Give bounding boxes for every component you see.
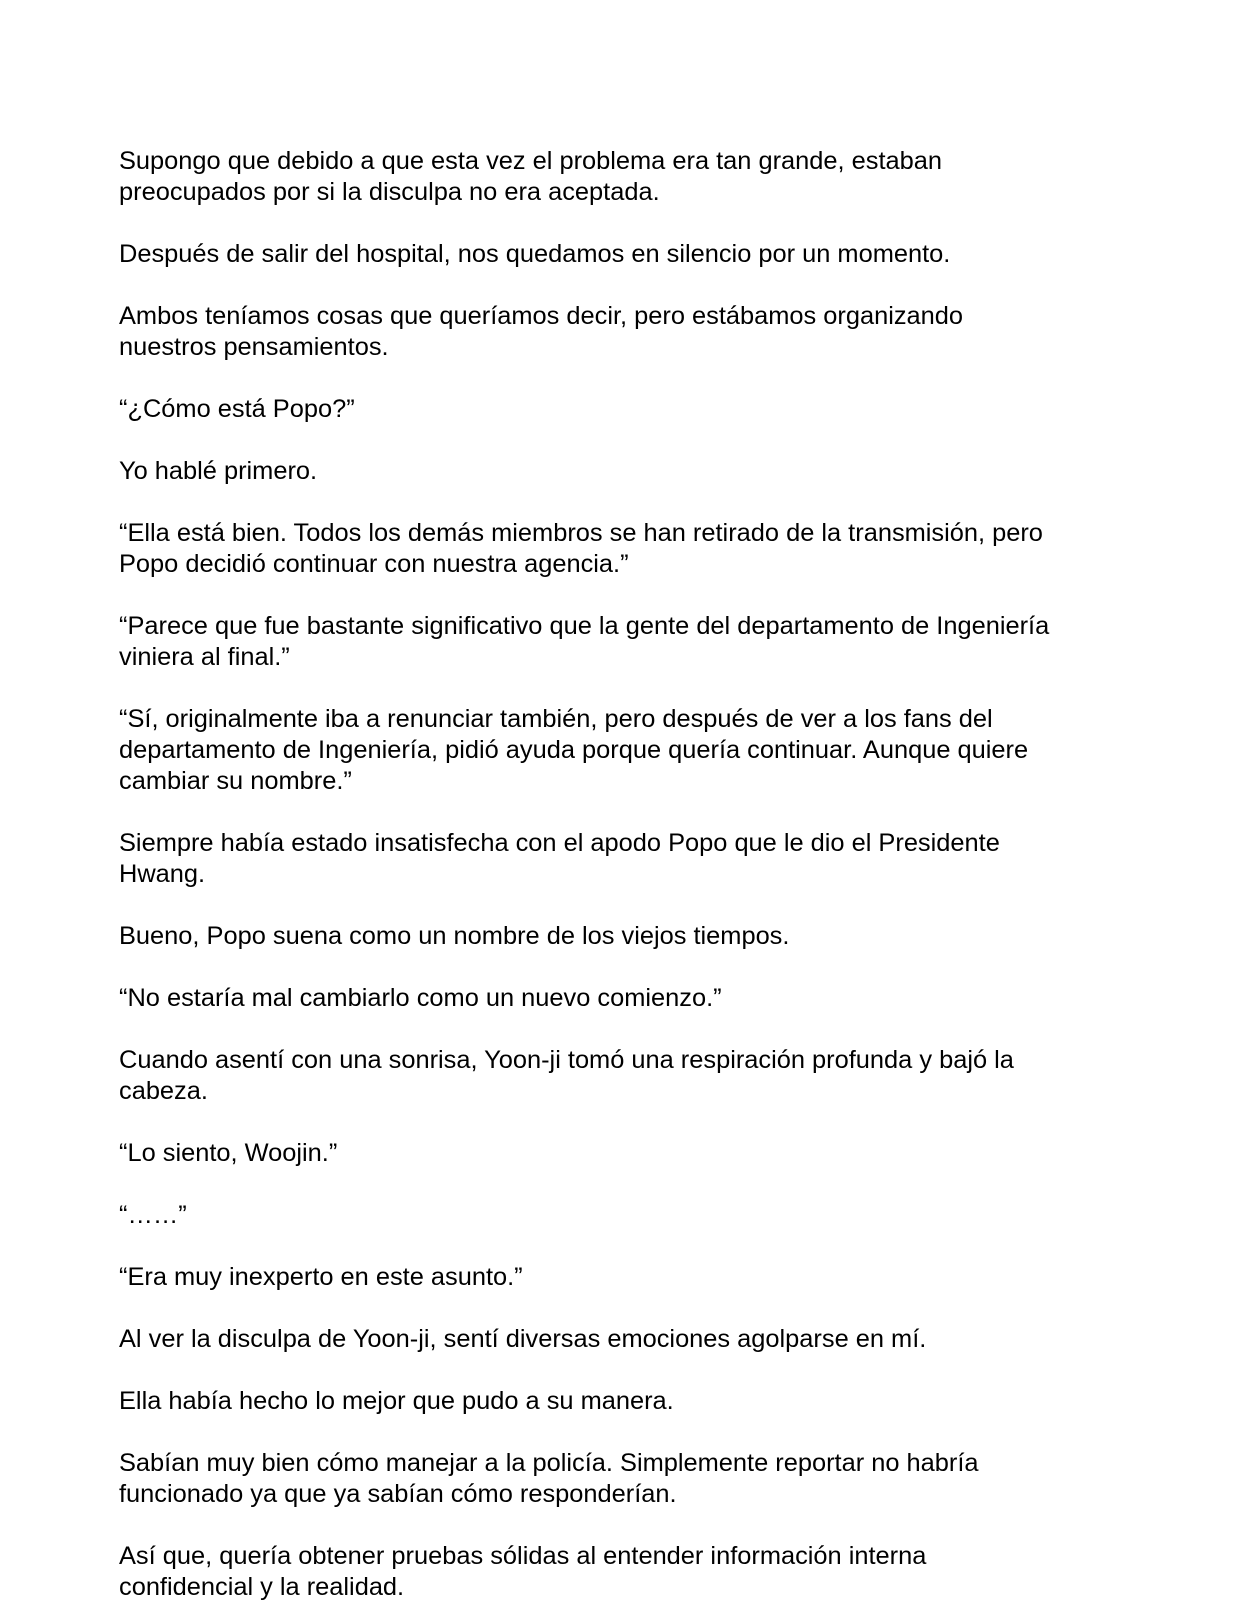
paragraph	[119, 983, 1129, 1014]
text-line: cabeza.	[119, 1077, 208, 1105]
paragraph	[119, 239, 1129, 270]
text-line: “Ella está bien. Todos los demás miembros se han retirado de la transmisión, pero	[119, 519, 1043, 547]
text-line: “No estaría mal cambiarlo como un nuevo comienzo.”	[119, 984, 722, 1012]
text-line: Así que, quería obtener pruebas sólidas al entender información interna	[119, 1542, 927, 1570]
paragraph	[119, 146, 1129, 208]
paragraph	[119, 1138, 1129, 1169]
paragraph	[119, 1448, 1129, 1510]
paragraph	[119, 704, 1129, 797]
paragraph	[119, 456, 1129, 487]
text-line: cambiar su nombre.”	[119, 767, 352, 795]
paragraph	[119, 518, 1129, 580]
text-line: viniera al final.”	[119, 643, 290, 671]
paragraph	[119, 1386, 1129, 1417]
text-line: “……”	[119, 1201, 187, 1229]
paragraph	[119, 828, 1129, 890]
paragraph	[119, 1262, 1129, 1293]
text-line: Ella había hecho lo mejor que pudo a su manera.	[119, 1387, 674, 1415]
text-line: funcionado ya que ya sabían cómo responderían.	[119, 1480, 677, 1508]
text-line: “Lo siento, Woojin.”	[119, 1139, 338, 1167]
text-line: Al ver la disculpa de Yoon-ji, sentí diversas emociones agolparse en mí.	[119, 1325, 927, 1353]
text-line: “Parece que fue bastante significativo que la gente del departamento de Ingeniería	[119, 612, 1050, 640]
text-line: Siempre había estado insatisfecha con el apodo Popo que le dio el Presidente	[119, 829, 1000, 857]
text-line: Después de salir del hospital, nos quedamos en silencio por un momento.	[119, 240, 951, 268]
text-line: confidencial y la realidad.	[119, 1573, 405, 1601]
paragraph	[119, 1324, 1129, 1355]
text-line: nuestros pensamientos.	[119, 333, 389, 361]
paragraph	[119, 1045, 1129, 1107]
text-line: departamento de Ingeniería, pidió ayuda porque quería continuar. Aunque quiere	[119, 736, 1029, 764]
text-line: “Sí, originalmente iba a renunciar también, pero después de ver a los fans del	[119, 705, 993, 733]
paragraph	[119, 921, 1129, 952]
text-line: Yo hablé primero.	[119, 457, 318, 485]
text-line: Popo decidió continuar con nuestra agencia.”	[119, 550, 629, 578]
text-line: Hwang.	[119, 860, 206, 888]
text-line: Supongo que debido a que esta vez el problema era tan grande, estaban	[119, 147, 942, 175]
text-line: “¿Cómo está Popo?”	[119, 395, 355, 423]
document-body	[119, 146, 1129, 1603]
paragraph	[119, 394, 1129, 425]
text-line: Bueno, Popo suena como un nombre de los viejos tiempos.	[119, 922, 790, 950]
text-line: preocupados por si la disculpa no era aceptada.	[119, 178, 660, 206]
text-line: “Era muy inexperto en este asunto.”	[119, 1263, 523, 1291]
paragraph	[119, 611, 1129, 673]
text-line: Sabían muy bien cómo manejar a la policía. Simplemente reportar no habría	[119, 1449, 979, 1477]
text-line: Ambos teníamos cosas que queríamos decir, pero estábamos organizando	[119, 302, 964, 330]
text-line: Cuando asentí con una sonrisa, Yoon-ji tomó una respiración profunda y bajó la	[119, 1046, 1014, 1074]
paragraph	[119, 1541, 1129, 1603]
paragraph	[119, 301, 1129, 363]
paragraph	[119, 1200, 1129, 1231]
